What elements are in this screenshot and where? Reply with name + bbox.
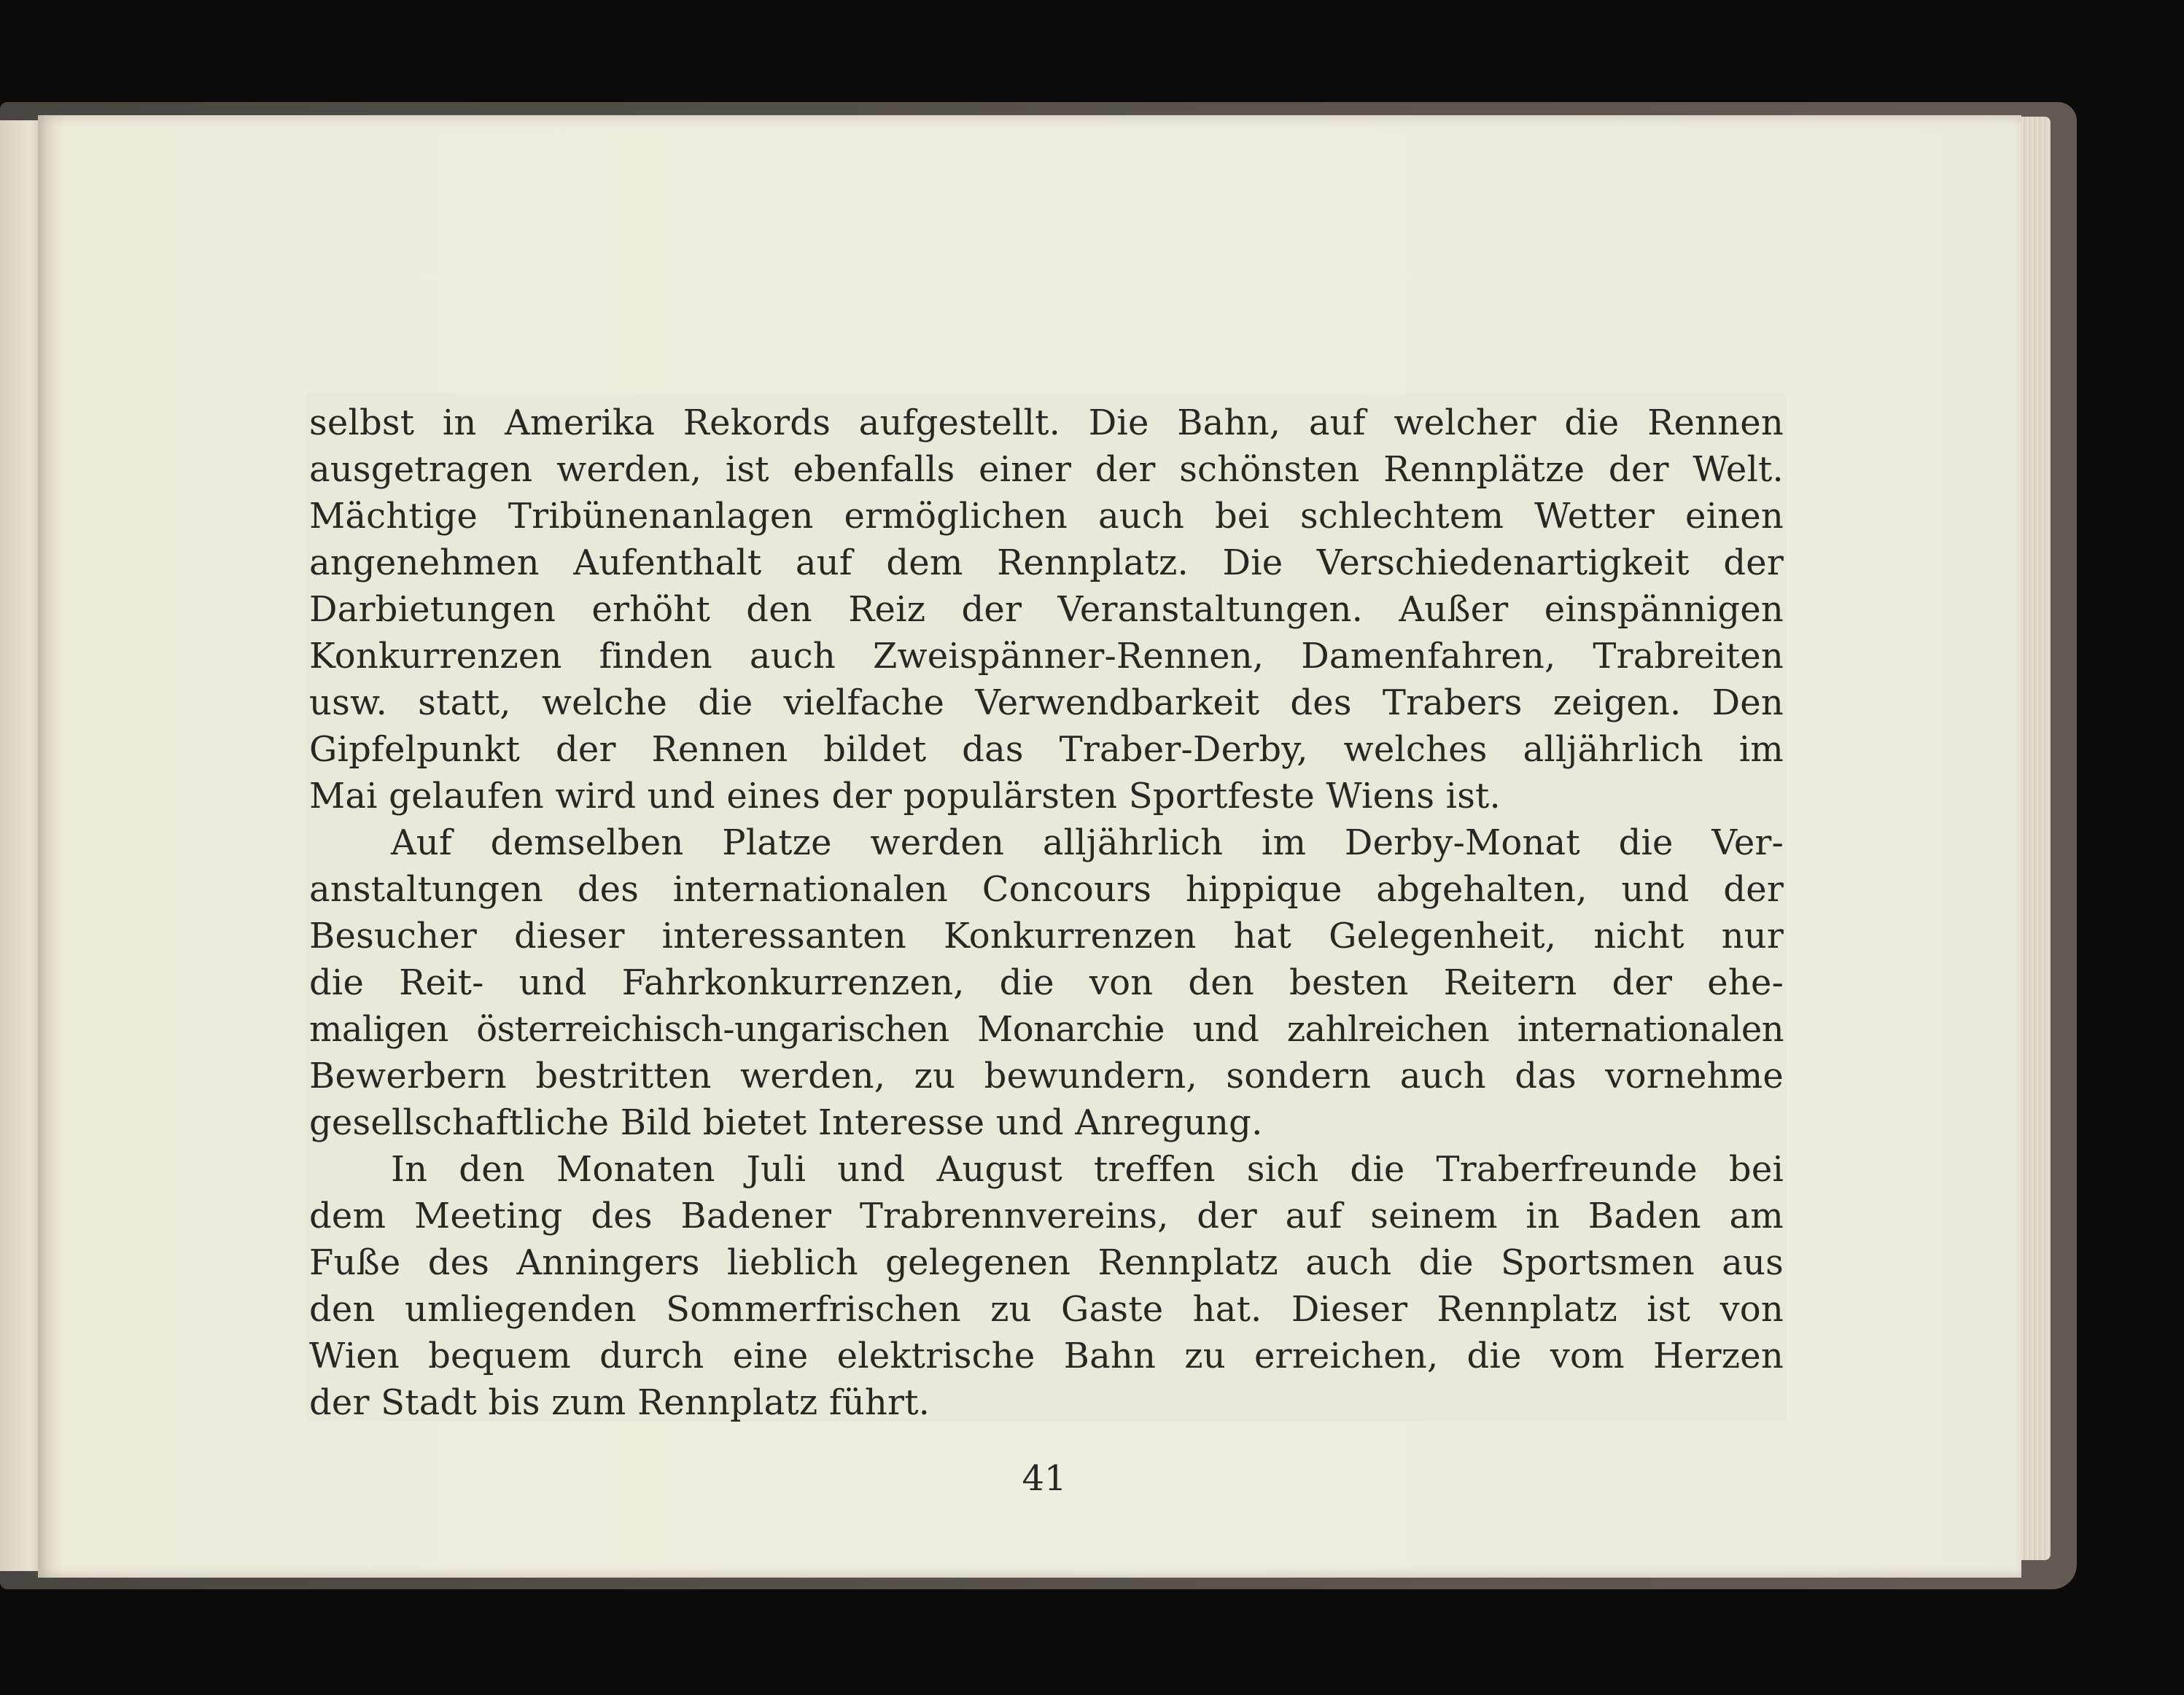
text-line: angenehmen Aufenthalt auf dem Rennplatz. Die Verschiedenartigkeit der (309, 542, 1784, 583)
text-line: Mai gelaufen wird und eines der populärsten Sportfeste Wiens ist. (309, 776, 1501, 817)
text-line: Besucher dieser interessanten Konkurrenzen hat Gelegenheit, nicht nur (309, 916, 1784, 956)
text-block (306, 394, 1787, 1422)
text-line: ausgetragen werden, ist ebenfalls einer der schönsten Rennplätze der Welt. (309, 449, 1784, 490)
text-line: Fuße des Anningers lieblich gelegenen Rennplatz auch die Sportsmen aus (309, 1242, 1784, 1283)
page-number: 41 (1022, 1458, 1067, 1499)
text-line: Gipfelpunkt der Rennen bildet das Traber-Derby, welches alljährlich im (309, 729, 1784, 770)
paragraph (309, 400, 1784, 819)
text-line: der Stadt bis zum Rennplatz führt. (309, 1382, 930, 1423)
paragraph (309, 1146, 1784, 1426)
text-line: dem Meeting des Badener Trabrennvereins, der auf seinem in Baden am (309, 1196, 1784, 1236)
text-line: anstaltungen des internationalen Concours hippique abgehalten, und der (309, 869, 1784, 910)
text-line: Wien bequem durch eine elektrische Bahn zu erreichen, die vom Herzen (309, 1336, 1784, 1376)
text-line: Mächtige Tribünenanlagen ermöglichen auch bei schlechtem Wetter einen (309, 496, 1784, 537)
text-line: die Reit- und Fahrkonkurrenzen, die von den besten Reitern der ehe- (309, 962, 1784, 1003)
text-line: selbst in Amerika Rekords aufgestellt. Die Bahn, auf welcher die Rennen (309, 402, 1784, 443)
text-line: Darbietungen erhöht den Reiz der Veranstaltungen. Außer einspännigen (309, 589, 1784, 630)
text-line: maligen österreichisch-ungarischen Monarchie und zahlreichen internationalen (309, 1009, 1784, 1050)
text-line: Auf demselben Platze werden alljährlich im Derby-Monat die Ver- (391, 822, 1784, 863)
paragraph (309, 819, 1784, 1146)
text-line: In den Monaten Juli und August treffen sich die Traberfreunde bei (391, 1149, 1784, 1190)
left-page-edge (0, 120, 44, 1571)
text-line: den umliegenden Sommerfrischen zu Gaste hat. Dieser Rennplatz ist von (309, 1289, 1784, 1330)
text-line: gesellschaftliche Bild bietet Interesse und Anregung. (309, 1102, 1263, 1143)
text-line: Konkurrenzen finden auch Zweispänner-Rennen, Damenfahren, Trabreiten (309, 636, 1784, 677)
book-page (38, 115, 2021, 1578)
text-line: Bewerbern bestritten werden, zu bewundern, sondern auch das vornehme (309, 1056, 1784, 1096)
text-line: usw. statt, welche die vielfache Verwendbarkeit des Trabers zeigen. Den (309, 682, 1784, 723)
